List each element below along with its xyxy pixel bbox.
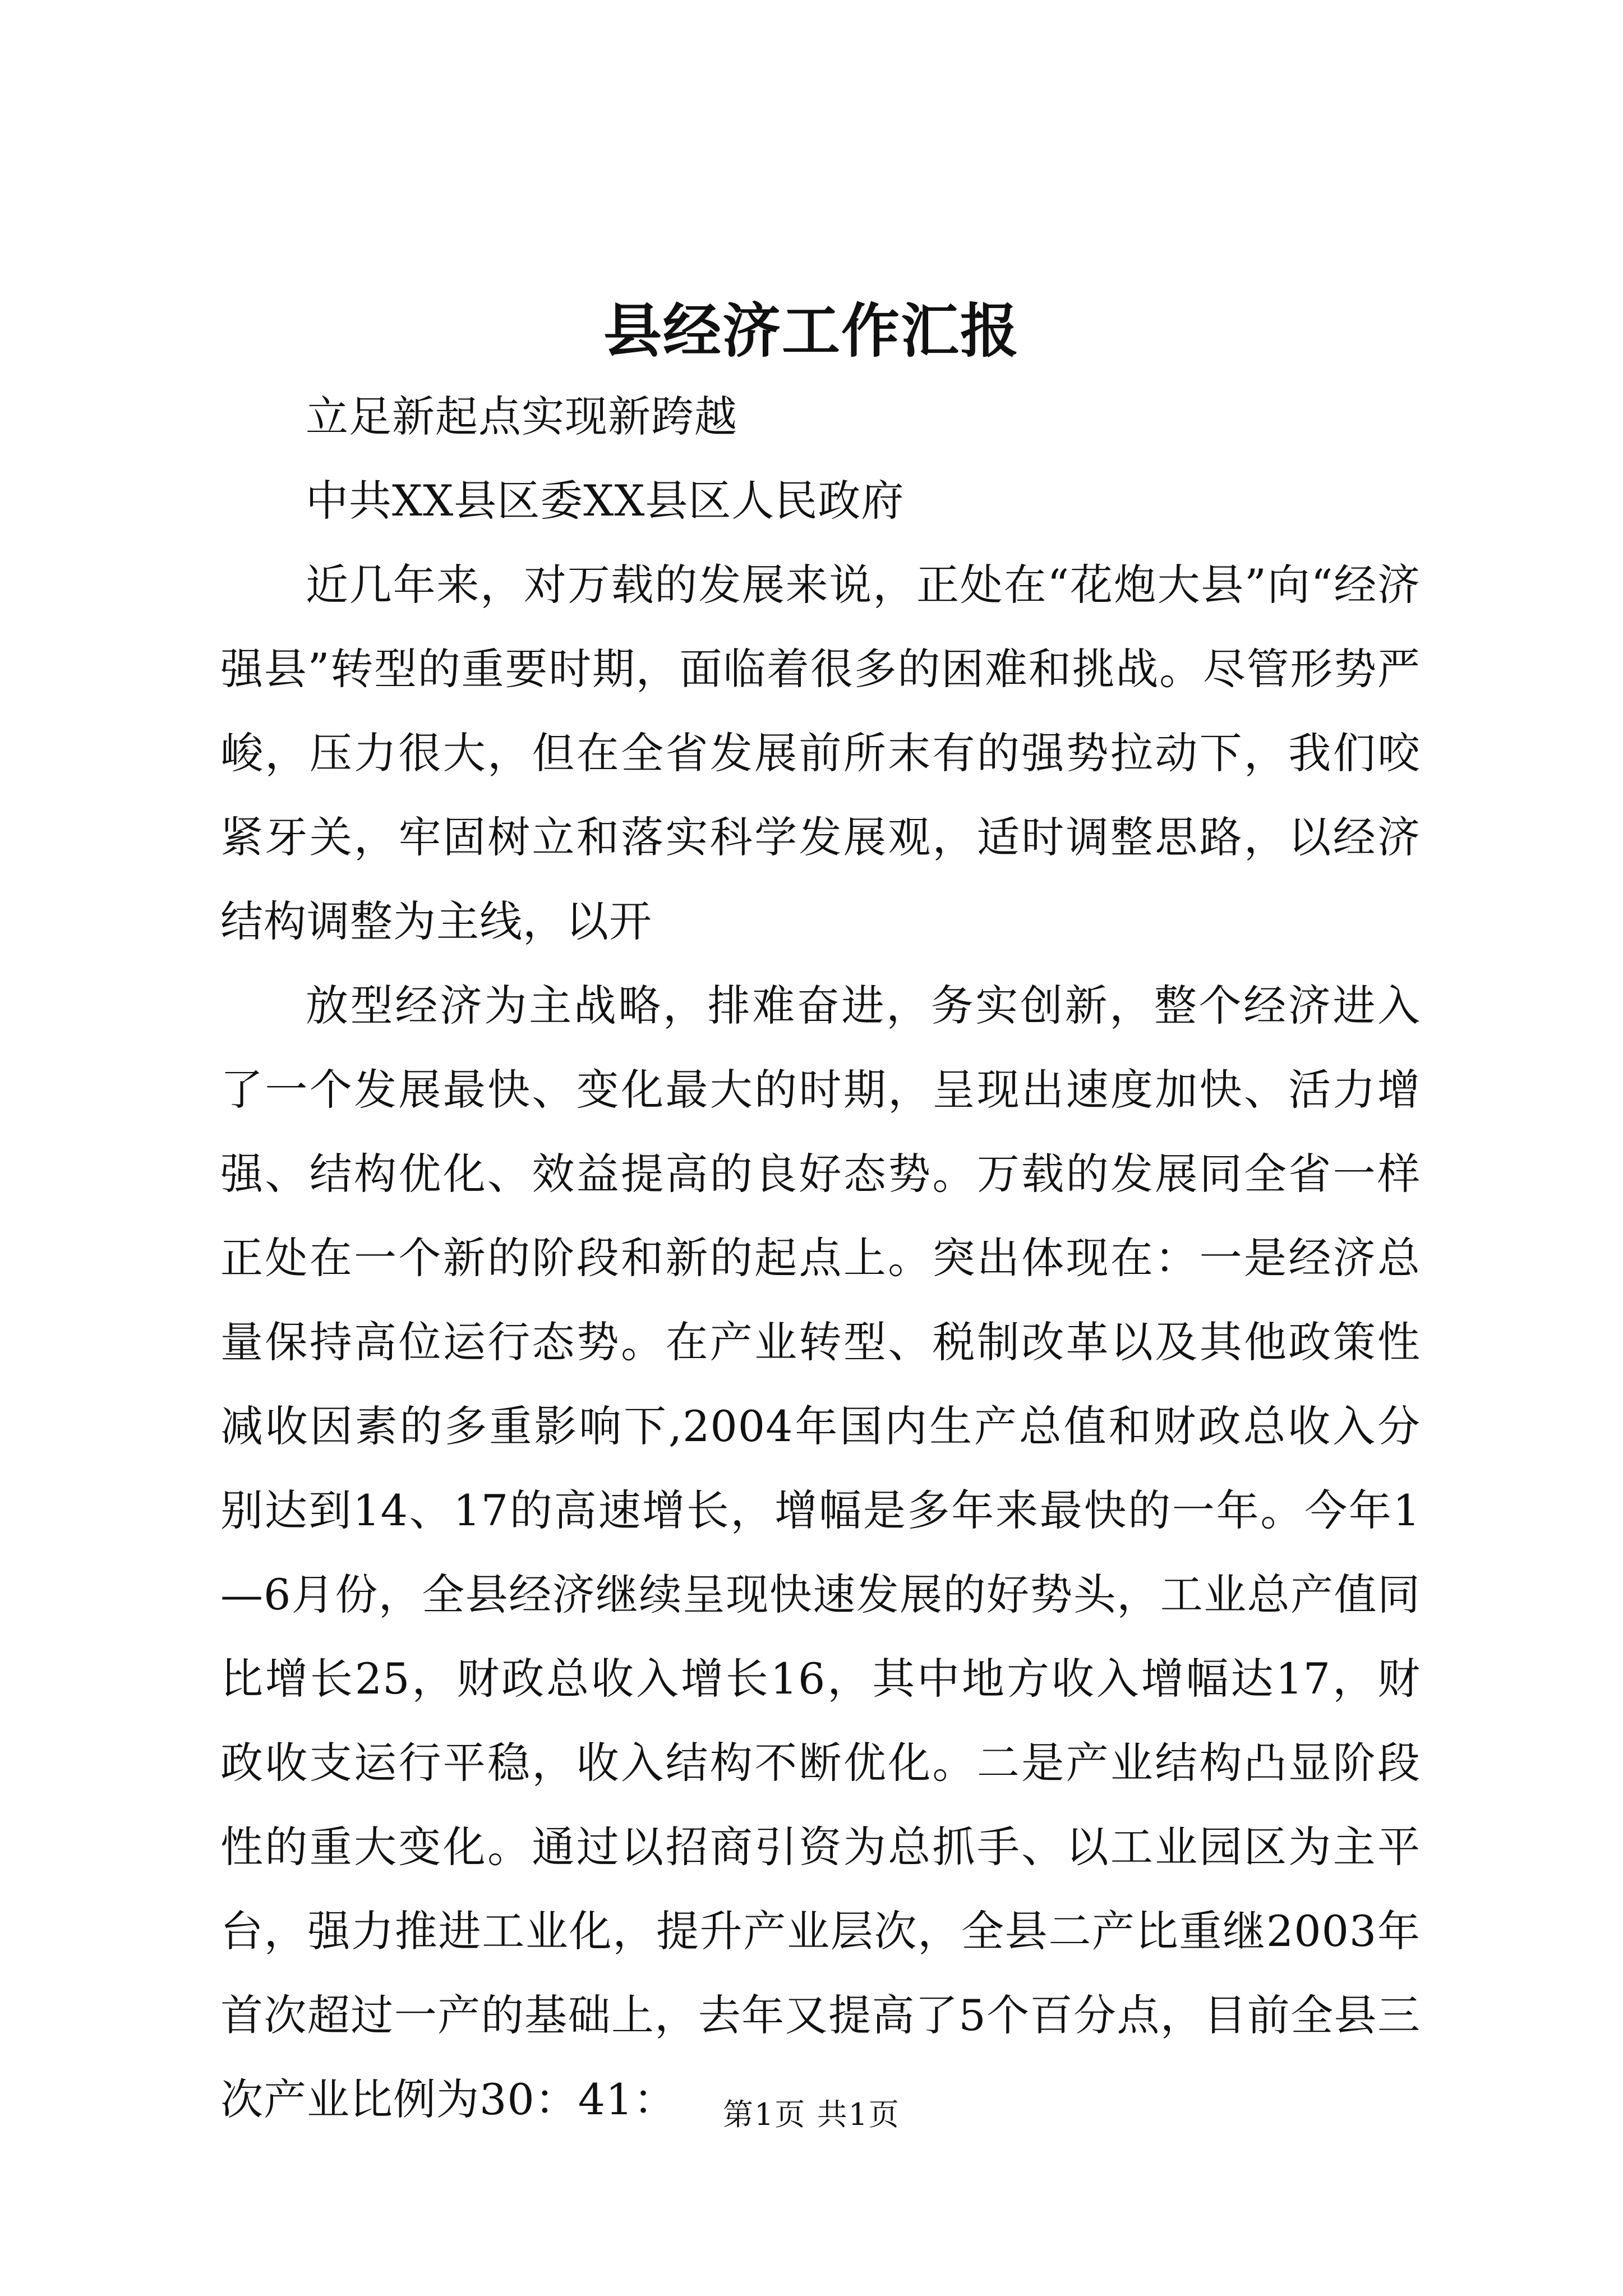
subtitle-paragraph: 立足新起点实现新跨越 bbox=[306, 392, 737, 441]
document-title: 县经济工作汇报 bbox=[603, 296, 1020, 365]
page-footer: 第1页 共1页 bbox=[723, 2097, 900, 2132]
body-paragraph: 放型经济为主战略，排难奋进，务实创新，整个经济进入了一个发展最快、变化最大的时期，呈现出速度加快、活力增强、结构优化、效益提高的良好态势。万载的发展同全省一样正处在一个新的阶段和新的起点上。突出体现在：一是经济总量保持高位运行态势。在产业转型、税制改革以及其他政策性减收因素的多重影响下,2004年国内生产总值和财政总收入分别达到14、17的高速增长，增幅是多年来最快的一年。今年1—6月份，全县经济继续呈现快速发展的好势头，工业总产值同比增长25，财政总收入增长16，其中地方收入增幅达17，财政收支运行平稳，收入结构不断优化。二是产业结构凸显阶段性的重大变化。通过以招商引资为总抓手、以工业园区为主平台，强力推进工业化，提升产业层次，全县二产比重继2003年首次超过一产的基础上，去年又提高了5个百分点，目前全县三次产业比例为30：41： bbox=[220, 981, 1421, 2124]
author-paragraph: 中共XX县区委XX县区人民政府 bbox=[306, 476, 905, 526]
document-body bbox=[220, 375, 1421, 2142]
body-paragraph: 近几年来，对万载的发展来说，正处在“花炮大县”向“经济强县”转型的重要时期，面临着很多的困难和挑战。尽管形势严峻，压力很大，但在全省发展前所末有的强势拉动下，我们咬紧牙关，牢固树立和落实科学发展观，适时调整思路，以经济结构调整为主线，以开 bbox=[220, 560, 1421, 946]
